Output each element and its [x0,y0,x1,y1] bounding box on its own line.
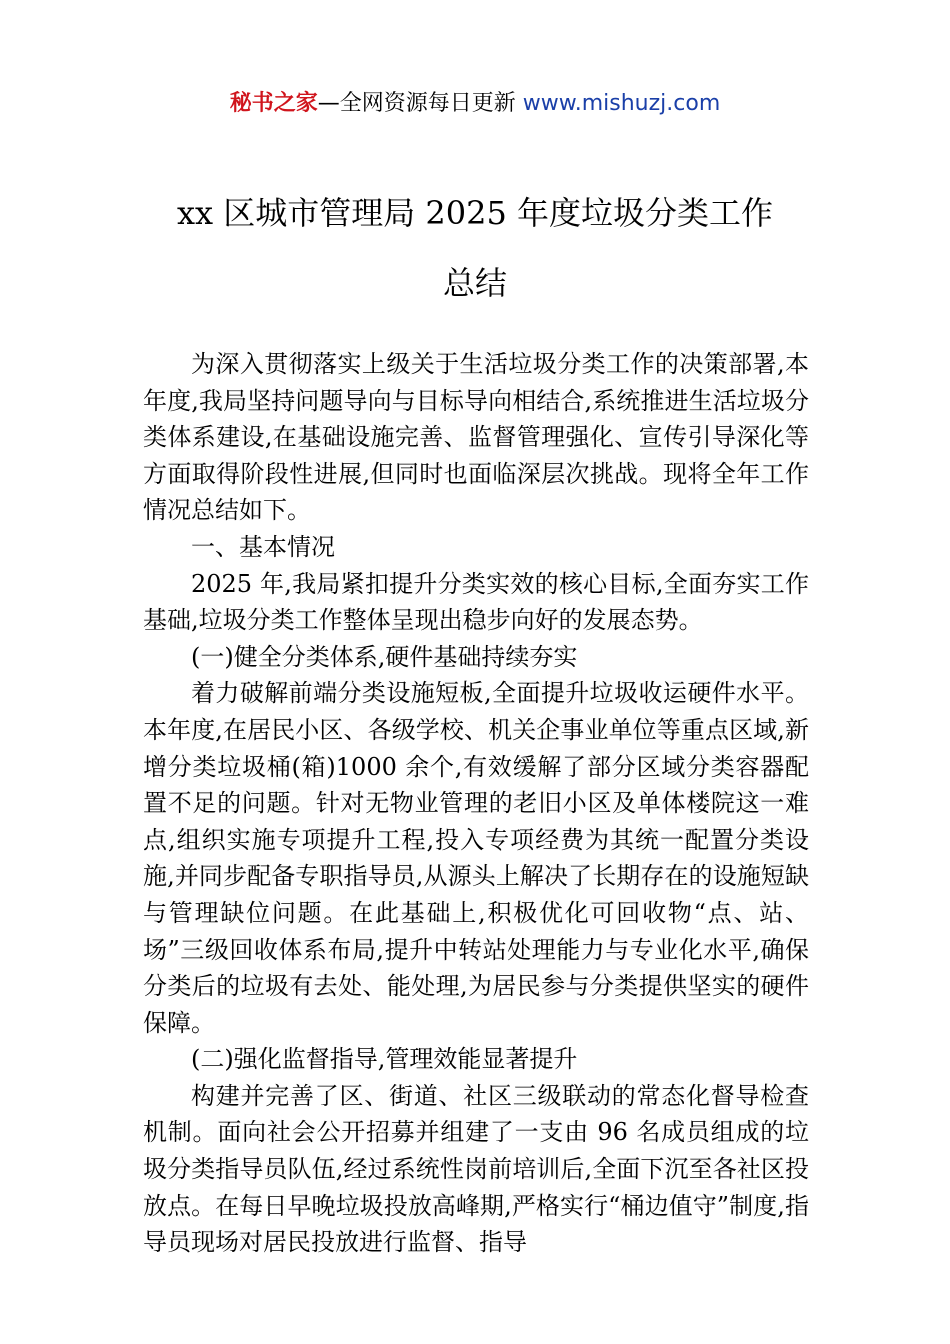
title-line-1: xx 区城市管理局 2025 年度垃圾分类工作 [176,194,774,232]
supervision-paragraph: 构建并完善了区、街道、社区三级联动的常态化督导检查机制。面向社会公开招募并组建了一支由 96 名成员组成的垃圾分类指导员队伍,经过系统性岗前培训后,全面下沉至各社区投放点。在每日早晚垃圾投放高峰期,严格实行“桶边值守”制度,指导员现场对居民投放进行监督、指导 [143,1081,809,1257]
subheading-classification-system: (一)健全分类体系,硬件基础持续夯实 [191,642,578,671]
site-brand: 秘书之家 [229,91,318,116]
document-title [100,178,850,318]
overview-paragraph: 2025 年,我局紧扣提升分类实效的核心目标,全面夯实工作基础,垃圾分类工作整体呈现出稳步向好的发展态势。 [143,569,809,635]
site-tagline: —全网资源每日更新 [317,91,523,116]
title-line-2: 总结 [442,264,507,302]
intro-paragraph: 为深入贯彻落实上级关于生活垃圾分类工作的决策部署,本年度,我局坚持问题导向与目标导向相结合,系统推进生活垃圾分类体系建设,在基础设施完善、监督管理强化、宣传引导深化等方面取得阶段性进展,但同时也面临深层次挑战。现将全年工作情况总结如下。 [143,350,809,525]
document-body [143,346,809,1261]
site-header [0,88,950,120]
site-url-link[interactable]: www.mishuzj.com [522,91,721,116]
classification-system-paragraph: 着力破解前端分类设施短板,全面提升垃圾收运硬件水平。本年度,在居民小区、各级学校、机关企事业单位等重点区域,新增分类垃圾桶(箱)1000 余个,有效缓解了部分区域分类容器配置不足的问题。针对无物业管理的老旧小区及单体楼院这一难点,组织实施专项提升工程,投入专项经费为其统一配置分类设施,并同步配备专职指导员,从源头上解决了长期存在的设施短缺与管理缺位问题。在此基础上,积极优化可回收物“点、站、场”三级回收体系布局,提升中转站处理能力与专业化水平,确保分类后的垃圾有去处、能处理,为居民参与分类提供坚实的硬件保障。 [143,679,809,1037]
section-heading-basic-situation: 一、基本情况 [191,532,335,561]
subheading-supervision: (二)强化监督指导,管理效能显著提升 [191,1045,578,1074]
